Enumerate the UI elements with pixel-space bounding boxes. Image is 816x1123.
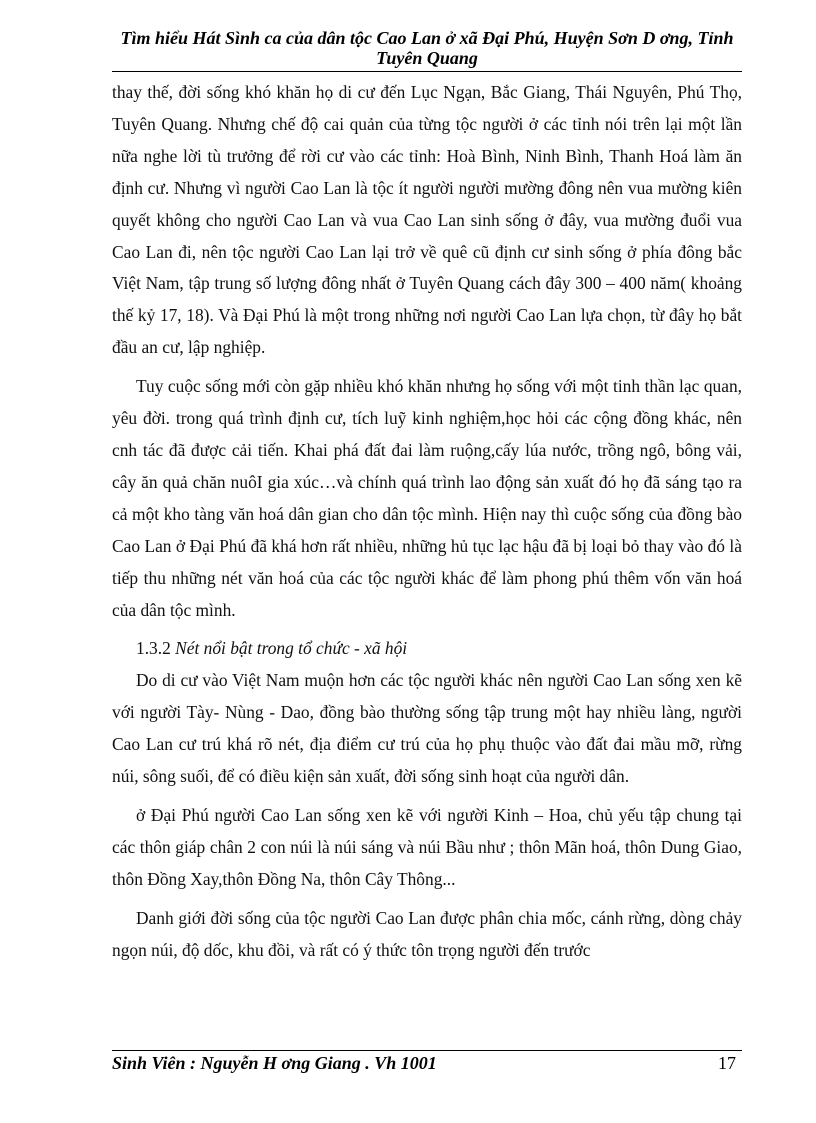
paragraph-5: Danh giới đời sống của tộc người Cao Lan được phân chia mốc, cánh rừng, dòng chảy ngọn núi, độ dốc, khu đồi, và rất có ý thức tôn trọng người đến trước xyxy=(112,907,742,960)
footer-rule xyxy=(112,1050,742,1051)
running-header: Tìm hiểu Hát Sình ca của dân tộc Cao Lan ở xã Đại Phú, Huyện Sơn D ơng, Tỉnh Tuyên Quang xyxy=(120,28,734,68)
paragraph-1: thay thế, đời sống khó khăn họ di cư đến Lục Ngạn, Bắc Giang, Thái Nguyên, Phú Thọ, Tuyên Quang. Nhưng chế độ cai quản của từng tộc người ở các tỉnh nói trên lại một lần nữa nghe lời tù trưởng để rời cư vào các tỉnh: Hoà Bình, Ninh Bình, Thanh Hoá làm ăn định cư. Nhưng vì người Cao Lan là tộc ít người người mường đông nên vua mường kiên quyết không cho người Cao Lan và vua Cao Lan sinh sống ở đây, vua mường đuổi vua Cao Lan đi, nên tộc người Cao Lan lại trở về quê cũ định cư sinh sống ở phía đông bắc Việt Nam, tập trung số lượng đông nhất ở Tuyên Quang cách đây 300 – 400 năm( khoảng thế kỷ 17, 18). Và Đại Phú là một trong những nơi người Cao Lan lựa chọn, từ đây họ bắt đầu an cư, lập nghiệp. xyxy=(112,82,742,358)
page-number: 17 xyxy=(718,1053,736,1073)
paragraph-3: Do di cư vào Việt Nam muộn hơn các tộc người khác nên người Cao Lan sống xen kẽ với người Tày- Nùng - Dao, đồng bào thường sống tập trung một hay nhiều làng, người Cao Lan cư trú khá rõ nét, địa điểm cư trú của họ phụ thuộc vào đất đai mầu mỡ, rừng núi, sông suối, để có điều kiện sản xuất, đời sống sinh hoạt của người dân. xyxy=(112,670,742,787)
section-number: 1.3.2 xyxy=(136,638,171,659)
paragraph-4: ở Đại Phú người Cao Lan sống xen kẽ với người Kinh – Hoa, chủ yếu tập chung tại các thôn giáp chân 2 con núi là núi sáng và núi Bầu như ; thôn Mãn hoá, thôn Dung Giao, thôn Đồng Xay,thôn Đồng Na, thôn Cây Thông... xyxy=(112,804,742,889)
running-footer xyxy=(112,1053,742,1077)
section-heading xyxy=(112,633,742,665)
footer-author: Sinh Viên : Nguyễn H ơng Giang . Vh 1001 xyxy=(112,1053,437,1073)
header-rule xyxy=(112,71,742,72)
body-text xyxy=(112,77,742,966)
paragraph-2: Tuy cuộc sống mới còn gặp nhiều khó khăn nhưng họ sống với một tinh thần lạc quan, yêu đời. trong quá trình định cư, tích luỹ kinh nghiệm,học hỏi các cộng đồng khác, nên cnh tác đã được cải tiến. Khai phá đất đai làm ruộng,cấy lúa nước, trồng ngô, bông vải, cây ăn quả chăn nuôI gia xúc…và chính quá trình lao động sản xuất đó họ đã sáng tạo ra cả một kho tàng văn hoá dân gian cho dân tộc mình. Hiện nay thì cuộc sống của đồng bào Cao Lan ở Đại Phú đã khá hơn rất nhiều, những hủ tục lạc hậu đã bị loại bỏ thay vào đó là tiếp thu những nét văn hoá của các tộc người khác để làm phong phú thêm vốn văn hoá của dân tộc mình. xyxy=(112,376,742,620)
section-title: Nét nổi bật trong tổ chức - xã hội xyxy=(175,638,408,659)
